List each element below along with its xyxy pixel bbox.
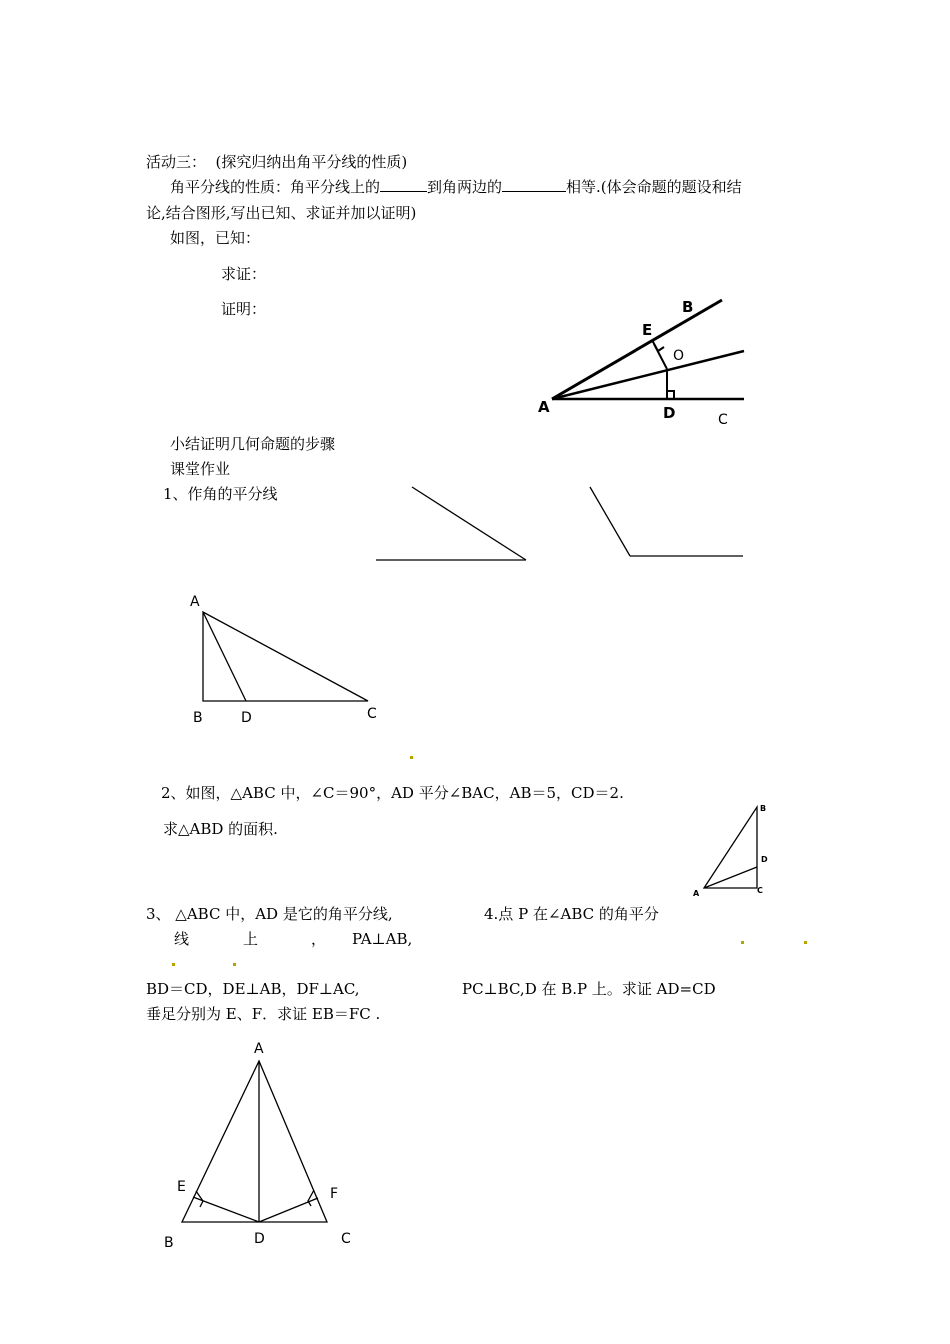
summary-heading: 小结证明几何命题的步骤: [170, 435, 336, 453]
given-label: 如图，已知：: [170, 229, 261, 247]
triangle-abc-right: [704, 807, 757, 888]
fig3-label-a: A: [693, 889, 700, 898]
question-4-line2: PA⊥AB,: [352, 930, 413, 948]
fig4-label-f: F: [330, 1186, 339, 1202]
fig3-label-b: B: [760, 804, 767, 813]
question-3-line2b: 上: [243, 930, 259, 948]
fig1-label-c: C: [718, 412, 728, 428]
triangle-abc-iso: [182, 1061, 327, 1222]
right-angle-mark-f: [308, 1190, 314, 1206]
figure-angle-2: [590, 487, 743, 556]
angle1-arm-slanted: [412, 487, 526, 560]
segment-ad: [203, 612, 246, 701]
fig1-label-e: E: [642, 321, 653, 339]
figure-isosceles: [182, 1061, 327, 1222]
triangle-abc: [203, 612, 368, 701]
fig2-label-b: B: [193, 710, 203, 726]
ray-ao-bisector: [552, 351, 744, 399]
question-3-line4: 垂足分别为 E、F．求证 EB＝FC .: [146, 1005, 381, 1023]
property-statement-cont: 论,结合图形,写出已知、求证并加以证明): [146, 204, 417, 222]
question-1: 1、作角的平分线: [163, 485, 278, 503]
property-text-a: 角平分线的性质：角平分线上的: [170, 178, 381, 196]
fig2-label-c: C: [367, 706, 377, 722]
fig1-label-o: O: [673, 348, 685, 364]
homework-heading: 课堂作业: [170, 460, 231, 478]
angle2-arm-slanted: [590, 487, 630, 556]
question-3-line2c: ，: [311, 930, 327, 948]
question-3-line2a: 线: [174, 930, 190, 948]
prove-label: 求证：: [221, 265, 267, 283]
proof-label: 证明：: [221, 300, 267, 318]
fig1-label-d: D: [663, 404, 676, 422]
fig1-label-b: B: [682, 298, 694, 316]
property-text-b: 到角两边的: [427, 178, 503, 196]
question-3-line3: BD＝CD，DE⊥AB，DF⊥AC,: [146, 980, 360, 998]
segment-ad-small: [704, 867, 757, 888]
fig3-label-c: C: [757, 886, 763, 895]
question-2-line1: 2、如图，△ABC 中，∠C＝90°，AD 平分∠BAC，AB＝5，CD＝2.: [161, 784, 624, 802]
segment-df: [259, 1198, 318, 1222]
fig4-label-c: C: [341, 1231, 351, 1247]
question-2-line2: 求△ABD 的面积.: [163, 820, 278, 838]
figure-angle-bisector: [552, 300, 744, 399]
fig4-label-a: A: [254, 1041, 264, 1057]
fig4-label-b: B: [164, 1235, 174, 1251]
fig1-label-a: A: [538, 398, 550, 416]
fig4-label-e: E: [177, 1179, 186, 1195]
figure-triangle-abd: [203, 612, 368, 701]
question-4-line1: 4.点 P 在∠ABC 的角平分: [484, 905, 659, 923]
question-4-line3: PC⊥BC,D 在 B.P 上。求证 AD=CD: [462, 980, 716, 998]
activity-title: 活动三： (探究归纳出角平分线的性质): [146, 153, 408, 171]
fig4-label-d: D: [254, 1231, 265, 1247]
fig2-label-d: D: [241, 710, 252, 726]
fig3-label-d: D: [761, 855, 768, 864]
property-text-c: 相等.(体会命题的题设和结: [566, 178, 742, 196]
fig2-label-a: A: [190, 594, 200, 610]
ray-ab: [552, 300, 722, 399]
question-3-line1: 3、 △ABC 中，AD 是它的角平分线,: [146, 905, 393, 923]
figure-right-triangle: [704, 807, 757, 888]
figure-angle-1: [376, 487, 526, 560]
